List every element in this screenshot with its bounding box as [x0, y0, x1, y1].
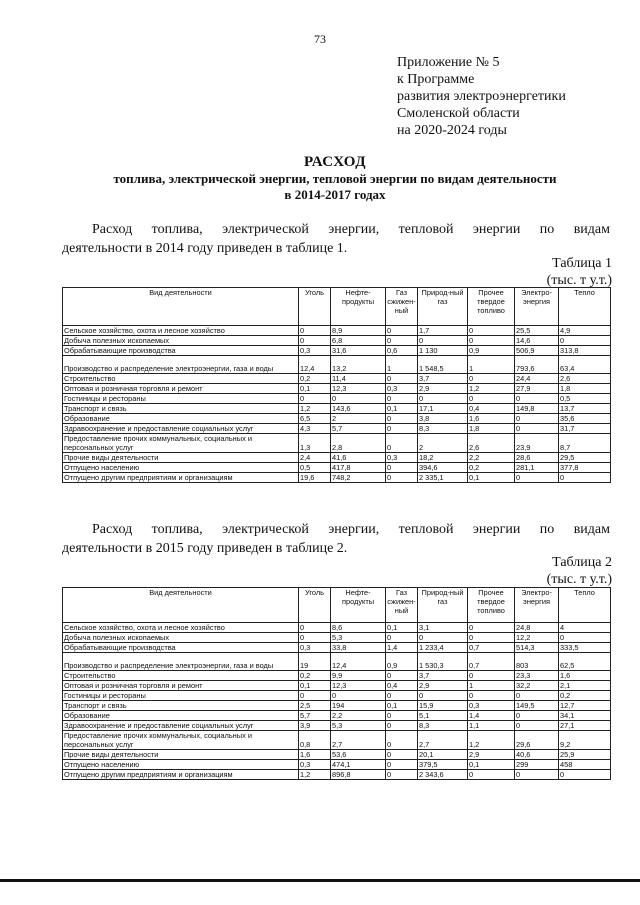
- value-cell: 1,6: [468, 414, 515, 424]
- document-heading: [40, 153, 630, 203]
- value-cell: 13,7: [559, 404, 611, 414]
- value-cell: 333,5: [559, 643, 611, 653]
- value-cell: 0,1: [386, 701, 418, 711]
- value-cell: 0,1: [386, 404, 418, 414]
- value-cell: 0: [418, 633, 468, 643]
- value-cell: 0,2: [299, 671, 331, 681]
- value-cell: 8,9: [331, 326, 386, 336]
- value-cell: 0,5: [559, 394, 611, 404]
- value-cell: 0,5: [299, 463, 331, 473]
- value-cell: 0,4: [468, 404, 515, 414]
- value-cell: 0: [515, 414, 559, 424]
- value-cell: 0,7: [468, 653, 515, 671]
- value-cell: 394,6: [418, 463, 468, 473]
- value-cell: 33,8: [331, 643, 386, 653]
- value-cell: 12,4: [299, 356, 331, 374]
- value-cell: 12,3: [331, 681, 386, 691]
- value-cell: 1,8: [468, 424, 515, 434]
- value-cell: 5,3: [331, 633, 386, 643]
- paragraph-line: Расход топлива, электрической энергии, тепловой энергии по видам: [92, 222, 610, 237]
- table-row: [63, 453, 611, 463]
- value-cell: 12,4: [331, 653, 386, 671]
- value-cell: 29,5: [559, 453, 611, 463]
- value-cell: 0,2: [468, 463, 515, 473]
- value-cell: 2,7: [418, 731, 468, 750]
- value-cell: 0: [386, 414, 418, 424]
- column-header: Нефте-продукты: [331, 288, 386, 326]
- column-header: Электро-энергия: [515, 588, 559, 623]
- value-cell: 25,9: [559, 750, 611, 760]
- value-cell: 0,3: [299, 643, 331, 653]
- value-cell: 11,4: [331, 374, 386, 384]
- paragraph-2014: [62, 220, 610, 258]
- value-cell: 0,3: [299, 346, 331, 356]
- value-cell: 23,3: [515, 671, 559, 681]
- value-cell: 0: [468, 623, 515, 633]
- value-cell: 0: [386, 463, 418, 473]
- value-cell: 1 130: [418, 346, 468, 356]
- value-cell: 34,1: [559, 711, 611, 721]
- value-cell: 0,7: [468, 643, 515, 653]
- value-cell: 474,1: [331, 760, 386, 770]
- value-cell: 1,2: [468, 384, 515, 394]
- value-cell: 0,1: [299, 681, 331, 691]
- value-cell: 0: [386, 770, 418, 780]
- value-cell: 2,1: [559, 681, 611, 691]
- heading-years: в 2014-2017 годах: [284, 187, 386, 202]
- value-cell: 8,6: [331, 623, 386, 633]
- value-cell: 0: [515, 424, 559, 434]
- value-cell: 13,2: [331, 356, 386, 374]
- column-header: Вид деятельности: [63, 288, 299, 326]
- activity-cell: Образование: [63, 711, 299, 721]
- value-cell: 18,2: [418, 453, 468, 463]
- value-cell: 17,1: [418, 404, 468, 414]
- value-cell: 0,3: [386, 384, 418, 394]
- value-cell: 194: [331, 701, 386, 711]
- value-cell: 0: [386, 721, 418, 731]
- table-row: [63, 326, 611, 336]
- value-cell: 0: [299, 336, 331, 346]
- value-cell: 0: [299, 326, 331, 336]
- activity-cell: Производство и распределение электроэнергии, газа и воды: [63, 653, 299, 671]
- activity-cell: Здравоохранение и предоставление социальных услуг: [63, 721, 299, 731]
- value-cell: 1,4: [468, 711, 515, 721]
- value-cell: 31,7: [559, 424, 611, 434]
- table-row: [63, 671, 611, 681]
- value-cell: 9,9: [331, 671, 386, 681]
- table-row: [63, 770, 611, 780]
- value-cell: 0,1: [468, 760, 515, 770]
- value-cell: 28,6: [515, 453, 559, 463]
- value-cell: 40,6: [515, 750, 559, 760]
- value-cell: 1,7: [418, 326, 468, 336]
- table-row: [63, 653, 611, 671]
- column-header: Газ сжижен-ный: [386, 588, 418, 623]
- value-cell: 2 343,6: [418, 770, 468, 780]
- value-cell: 3,8: [418, 414, 468, 424]
- value-cell: 24,4: [515, 374, 559, 384]
- value-cell: 2,6: [468, 434, 515, 453]
- value-cell: 1,1: [468, 721, 515, 731]
- column-header: Уголь: [299, 588, 331, 623]
- value-cell: 4,9: [559, 326, 611, 336]
- value-cell: 748,2: [331, 473, 386, 483]
- value-cell: 0: [515, 394, 559, 404]
- value-cell: 0,3: [468, 701, 515, 711]
- value-cell: 0: [386, 750, 418, 760]
- appendix-note: [397, 54, 566, 139]
- activity-cell: Отпущено другим предприятиям и организациям: [63, 473, 299, 483]
- paragraph-line: деятельности в 2015 году приведен в таблице 2.: [62, 541, 348, 556]
- activity-cell: Гостиницы и рестораны: [63, 691, 299, 701]
- value-cell: 31,6: [331, 346, 386, 356]
- value-cell: 0: [559, 633, 611, 643]
- value-cell: 0,3: [299, 760, 331, 770]
- activity-cell: Гостиницы и рестораны: [63, 394, 299, 404]
- appendix-line: развития электроэнергетики: [397, 89, 566, 104]
- table-row: [63, 750, 611, 760]
- value-cell: 53,6: [331, 750, 386, 760]
- paragraph-2015: [62, 520, 610, 558]
- value-cell: 24,8: [515, 623, 559, 633]
- value-cell: 1,3: [299, 434, 331, 453]
- table-units: (тыс. т у.т.): [546, 273, 612, 288]
- value-cell: 2,7: [331, 731, 386, 750]
- appendix-line: Приложение № 5: [397, 55, 500, 70]
- value-cell: 4: [559, 623, 611, 633]
- activity-cell: Оптовая и розничная торговля и ремонт: [63, 384, 299, 394]
- heading-subtitle: топлива, электрической энергии, тепловой энергии по видам деятельности: [113, 171, 557, 186]
- value-cell: 19,6: [299, 473, 331, 483]
- activity-cell: Образование: [63, 414, 299, 424]
- value-cell: 3,9: [299, 721, 331, 731]
- value-cell: 0,1: [386, 623, 418, 633]
- activity-cell: Прочие виды деятельности: [63, 453, 299, 463]
- value-cell: 20,1: [418, 750, 468, 760]
- value-cell: 2,2: [468, 453, 515, 463]
- value-cell: 35,6: [559, 414, 611, 424]
- table-row: [63, 346, 611, 356]
- column-header: Тепло: [559, 588, 611, 623]
- value-cell: 0,6: [386, 346, 418, 356]
- value-cell: 0: [386, 336, 418, 346]
- value-cell: 0: [386, 473, 418, 483]
- value-cell: 0: [386, 633, 418, 643]
- activity-cell: Строительство: [63, 671, 299, 681]
- activity-cell: Транспорт и связь: [63, 404, 299, 414]
- value-cell: 1,8: [559, 384, 611, 394]
- value-cell: 9,2: [559, 731, 611, 750]
- value-cell: 1 548,5: [418, 356, 468, 374]
- value-cell: 29,6: [515, 731, 559, 750]
- table-row: [63, 731, 611, 750]
- column-header: Нефте-продукты: [331, 588, 386, 623]
- heading-title: РАСХОД: [303, 154, 367, 170]
- activity-cell: Сельское хозяйство, охота и лесное хозяйство: [63, 326, 299, 336]
- activity-cell: Отпущено населению: [63, 463, 299, 473]
- table-caption: Таблица 1: [552, 256, 612, 271]
- activity-cell: Предоставление прочих коммунальных, социальных и персональных услуг: [63, 434, 299, 453]
- activity-cell: Отпущено населению: [63, 760, 299, 770]
- appendix-line: Смоленской области: [397, 106, 520, 121]
- value-cell: 2,5: [299, 701, 331, 711]
- value-cell: 0: [559, 473, 611, 483]
- value-cell: 2,9: [418, 681, 468, 691]
- activity-cell: Производство и распределение электроэнергии, газа и воды: [63, 356, 299, 374]
- value-cell: 379,5: [418, 760, 468, 770]
- value-cell: 6,5: [299, 414, 331, 424]
- value-cell: 0: [299, 623, 331, 633]
- column-header: Газ сжижен-ный: [386, 288, 418, 326]
- value-cell: 2: [331, 414, 386, 424]
- value-cell: 0: [386, 326, 418, 336]
- table-row: [63, 424, 611, 434]
- value-cell: 0: [468, 394, 515, 404]
- value-cell: 0: [515, 691, 559, 701]
- value-cell: 0: [331, 394, 386, 404]
- value-cell: 0,1: [468, 473, 515, 483]
- value-cell: 32,2: [515, 681, 559, 691]
- activity-cell: Добыча полезных ископаемых: [63, 633, 299, 643]
- value-cell: 0: [468, 326, 515, 336]
- value-cell: 8,3: [418, 721, 468, 731]
- value-cell: 1: [386, 356, 418, 374]
- activity-cell: Сельское хозяйство, охота и лесное хозяйство: [63, 623, 299, 633]
- value-cell: 12,7: [559, 701, 611, 711]
- activity-cell: Строительство: [63, 374, 299, 384]
- value-cell: 0: [468, 691, 515, 701]
- value-cell: 0: [559, 336, 611, 346]
- value-cell: 5,7: [331, 424, 386, 434]
- value-cell: 458: [559, 760, 611, 770]
- value-cell: 0,9: [386, 653, 418, 671]
- value-cell: 143,6: [331, 404, 386, 414]
- table-row: [63, 356, 611, 374]
- value-cell: 3,1: [418, 623, 468, 633]
- table-row: [63, 394, 611, 404]
- value-cell: 0: [559, 770, 611, 780]
- value-cell: 2,6: [559, 374, 611, 384]
- activity-cell: Отпущено другим предприятиям и организациям: [63, 770, 299, 780]
- table-row: [63, 701, 611, 711]
- value-cell: 1: [468, 356, 515, 374]
- value-cell: 8,3: [418, 424, 468, 434]
- table-row: [63, 681, 611, 691]
- column-header: Электро-энергия: [515, 288, 559, 326]
- value-cell: 25,5: [515, 326, 559, 336]
- table-row: [63, 473, 611, 483]
- value-cell: 1 233,4: [418, 643, 468, 653]
- table-row: [63, 691, 611, 701]
- table-2-caption: [547, 554, 612, 588]
- value-cell: 0: [386, 671, 418, 681]
- value-cell: 12,3: [331, 384, 386, 394]
- value-cell: 6,8: [331, 336, 386, 346]
- value-cell: 0: [515, 473, 559, 483]
- value-cell: 62,5: [559, 653, 611, 671]
- value-cell: 8,7: [559, 434, 611, 453]
- value-cell: 1 530,3: [418, 653, 468, 671]
- value-cell: 896,8: [331, 770, 386, 780]
- paragraph-line: деятельности в 2014 году приведен в таблице 1.: [62, 241, 348, 256]
- activity-cell: Добыча полезных ископаемых: [63, 336, 299, 346]
- table-row: [63, 384, 611, 394]
- value-cell: 0,2: [299, 374, 331, 384]
- value-cell: 2,9: [418, 384, 468, 394]
- value-cell: 377,8: [559, 463, 611, 473]
- bottom-border: [0, 879, 640, 882]
- value-cell: 0,9: [468, 346, 515, 356]
- value-cell: 0,2: [559, 691, 611, 701]
- activity-cell: Транспорт и связь: [63, 701, 299, 711]
- activity-cell: Прочие виды деятельности: [63, 750, 299, 760]
- table-1: [62, 287, 611, 483]
- table-units: (тыс. т у.т.): [546, 572, 612, 587]
- value-cell: 0: [299, 394, 331, 404]
- value-cell: 0: [418, 336, 468, 346]
- value-cell: 0: [418, 691, 468, 701]
- table-row: [63, 711, 611, 721]
- value-cell: 0: [331, 691, 386, 701]
- value-cell: 41,6: [331, 453, 386, 463]
- value-cell: 5,7: [299, 711, 331, 721]
- activity-cell: Предоставление прочих коммунальных, социальных и персональных услуг: [63, 731, 299, 750]
- value-cell: 1,4: [386, 643, 418, 653]
- table-row: [63, 414, 611, 424]
- value-cell: 1,2: [299, 770, 331, 780]
- value-cell: 1,2: [468, 731, 515, 750]
- value-cell: 0: [418, 394, 468, 404]
- value-cell: 1: [468, 681, 515, 691]
- value-cell: 2,4: [299, 453, 331, 463]
- value-cell: 4,3: [299, 424, 331, 434]
- value-cell: 313,8: [559, 346, 611, 356]
- activity-cell: Обрабатывающие производства: [63, 346, 299, 356]
- value-cell: 506,9: [515, 346, 559, 356]
- table-row: [63, 404, 611, 414]
- activity-cell: Оптовая и розничная торговля и ремонт: [63, 681, 299, 691]
- value-cell: 1,2: [299, 404, 331, 414]
- value-cell: 0,1: [299, 384, 331, 394]
- table-row: [63, 434, 611, 453]
- value-cell: 0: [386, 394, 418, 404]
- table-1-caption: [547, 255, 612, 289]
- value-cell: 5,1: [418, 711, 468, 721]
- value-cell: 0: [468, 633, 515, 643]
- value-cell: 0: [386, 711, 418, 721]
- value-cell: 27,1: [559, 721, 611, 731]
- table-row: [63, 336, 611, 346]
- table-row: [63, 374, 611, 384]
- activity-cell: Обрабатывающие производства: [63, 643, 299, 653]
- value-cell: 0: [386, 374, 418, 384]
- value-cell: 803: [515, 653, 559, 671]
- value-cell: 0: [386, 691, 418, 701]
- value-cell: 0: [515, 770, 559, 780]
- value-cell: 15,9: [418, 701, 468, 711]
- value-cell: 0: [299, 691, 331, 701]
- value-cell: 2,2: [331, 711, 386, 721]
- table-row: [63, 760, 611, 770]
- table-row: [63, 633, 611, 643]
- value-cell: 0: [386, 731, 418, 750]
- value-cell: 149,8: [515, 404, 559, 414]
- column-header: Уголь: [299, 288, 331, 326]
- value-cell: 2 335,1: [418, 473, 468, 483]
- value-cell: 0,8: [299, 731, 331, 750]
- value-cell: 514,3: [515, 643, 559, 653]
- table-row: [63, 721, 611, 731]
- value-cell: 417,8: [331, 463, 386, 473]
- value-cell: 0: [515, 711, 559, 721]
- value-cell: 27,9: [515, 384, 559, 394]
- value-cell: 3,7: [418, 671, 468, 681]
- value-cell: 3,7: [418, 374, 468, 384]
- value-cell: 2: [418, 434, 468, 453]
- column-header: Прочее твердое топливо: [468, 588, 515, 623]
- value-cell: 0: [386, 424, 418, 434]
- page-number: 73: [314, 32, 326, 46]
- value-cell: 0: [468, 374, 515, 384]
- value-cell: 0: [515, 721, 559, 731]
- value-cell: 0: [386, 434, 418, 453]
- value-cell: 23,9: [515, 434, 559, 453]
- value-cell: 2,8: [331, 434, 386, 453]
- table-caption: Таблица 2: [552, 555, 612, 570]
- value-cell: 0: [468, 671, 515, 681]
- value-cell: 5,3: [331, 721, 386, 731]
- value-cell: 19: [299, 653, 331, 671]
- value-cell: 2,9: [468, 750, 515, 760]
- value-cell: 0: [386, 760, 418, 770]
- value-cell: 0: [468, 336, 515, 346]
- table-header-row: [63, 288, 611, 326]
- paragraph-line: Расход топлива, электрической энергии, тепловой энергии по видам: [92, 522, 610, 537]
- table-header-row: [63, 588, 611, 623]
- value-cell: 0: [299, 633, 331, 643]
- value-cell: 0,3: [386, 453, 418, 463]
- column-header: Природ-ный газ: [418, 288, 468, 326]
- value-cell: 0,4: [386, 681, 418, 691]
- activity-cell: Здравоохранение и предоставление социальных услуг: [63, 424, 299, 434]
- value-cell: 12,2: [515, 633, 559, 643]
- value-cell: 149,5: [515, 701, 559, 711]
- column-header: Вид деятельности: [63, 588, 299, 623]
- table-row: [63, 463, 611, 473]
- value-cell: 63,4: [559, 356, 611, 374]
- table-row: [63, 643, 611, 653]
- column-header: Прочее твердое топливо: [468, 288, 515, 326]
- value-cell: 793,6: [515, 356, 559, 374]
- column-header: Тепло: [559, 288, 611, 326]
- value-cell: 0: [468, 770, 515, 780]
- value-cell: 281,1: [515, 463, 559, 473]
- column-header: Природ-ный газ: [418, 588, 468, 623]
- table-2: [62, 587, 611, 780]
- value-cell: 1,6: [559, 671, 611, 681]
- appendix-line: на 2020-2024 годы: [397, 123, 507, 138]
- table-row: [63, 623, 611, 633]
- value-cell: 299: [515, 760, 559, 770]
- value-cell: 14,6: [515, 336, 559, 346]
- appendix-line: к Программе: [397, 72, 475, 87]
- value-cell: 1,6: [299, 750, 331, 760]
